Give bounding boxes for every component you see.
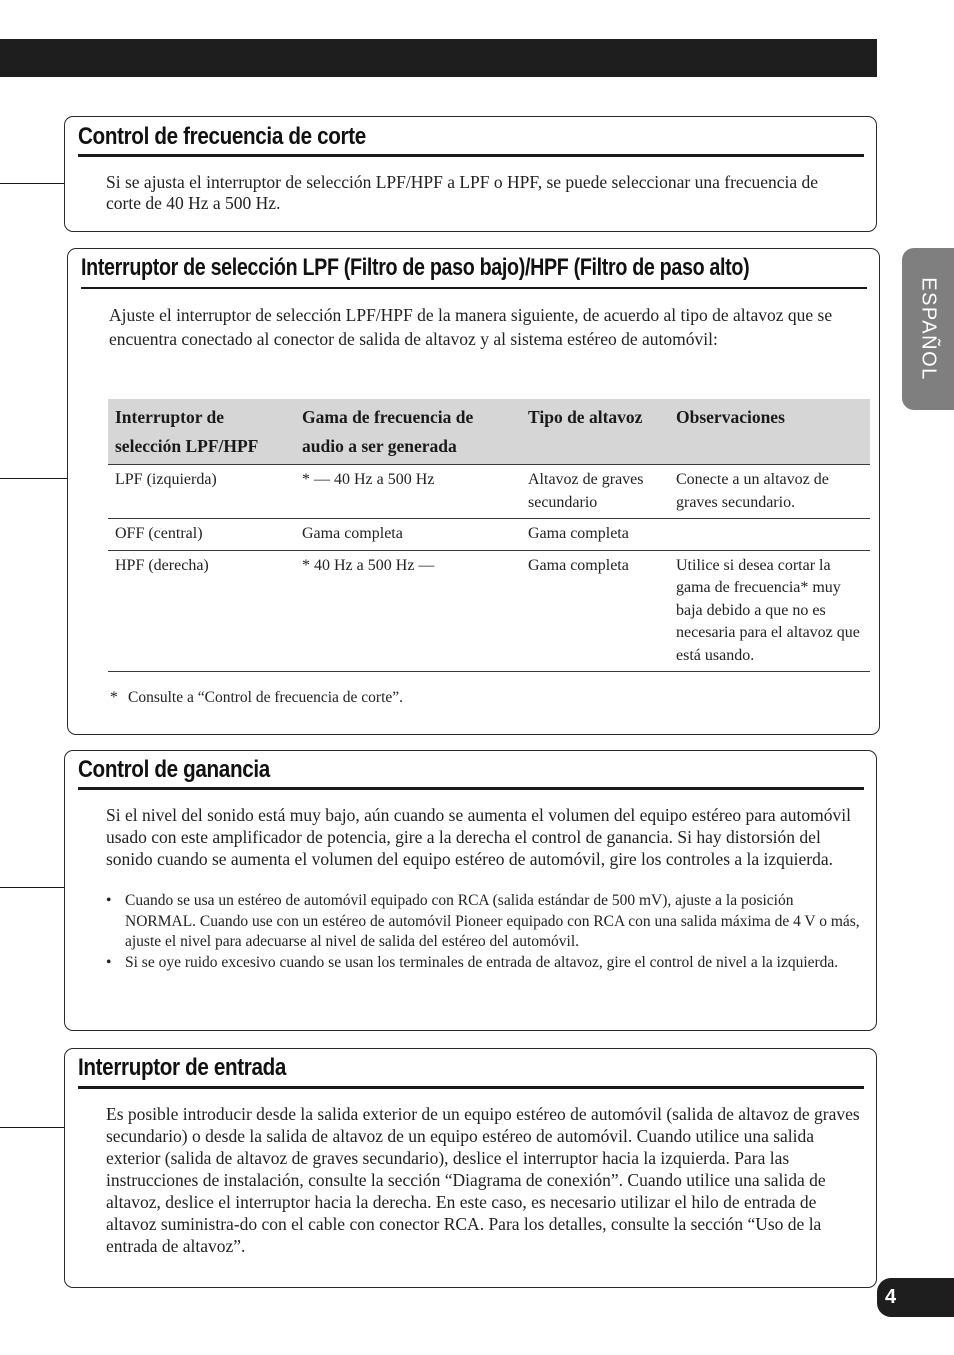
- table-header-cell: Gama de frecuencia de audio a ser generada: [295, 399, 521, 465]
- section-title: Interruptor de selección LPF (Filtro de paso bajo)/HPF (Filtro de paso alto): [81, 254, 750, 281]
- bullet-list: [106, 891, 861, 973]
- table-cell: LPF (izquierda): [108, 465, 295, 519]
- table-header-cell: Observaciones: [669, 399, 870, 465]
- list-item: [106, 953, 861, 974]
- bullet-text: Cuando se usa un estéreo de automóvil equipado con RCA (salida estándar de 500 mV), ajuste a la posición NORMAL. Cuando use con un estéreo de automóvil Pioneer equipado con RCA con una salida máxima de 4 V o más, ajuste el nivel para adecuarse al nivel de salida del estéreo del automóvil.: [125, 892, 860, 950]
- table-cell: [669, 519, 870, 551]
- section-leader-line: [0, 1127, 64, 1128]
- section-gain-control: [64, 750, 877, 1031]
- bullet-text: Si se oye ruido excesivo cuando se usan los terminales de entrada de altavoz, gire el control de nivel a la izquierda.: [125, 953, 839, 971]
- table-cell: Utilice si desea cortar la gama de frecuencia* muy baja debido a que no es necesaria para el altavoz que está usando.: [669, 550, 870, 672]
- section-title: Control de frecuencia de corte: [78, 123, 366, 150]
- language-tab: [902, 248, 954, 410]
- table-row: [108, 465, 870, 519]
- page-number: 4: [877, 1278, 954, 1317]
- table-cell: Conecte a un altavoz de graves secundario.: [669, 465, 870, 519]
- section-title: Interruptor de entrada: [78, 1054, 287, 1081]
- table-cell: Gama completa: [521, 519, 669, 551]
- table-row: [108, 519, 870, 551]
- section-leader-line: [0, 478, 67, 479]
- section-body-text: Si el nivel del sonido está muy bajo, aún cuando se aumenta el volumen del equipo estéreo para automóvil usado con este amplificador de potencia, gire a la derecha el control de ganancia. Si hay distorsión del sonido cuando se aumenta el volumen del equipo estéreo de automóvil, gire los controles a la izquierda.: [106, 805, 852, 869]
- header-bar: [0, 39, 877, 77]
- section-cutoff-frequency: [64, 116, 877, 232]
- title-rule: [78, 1086, 864, 1089]
- table-cell: OFF (central): [108, 519, 295, 551]
- table-header-cell: Tipo de altavoz: [521, 399, 669, 465]
- table-footnote: [110, 689, 403, 707]
- footnote-mark: *: [110, 689, 118, 706]
- footnote-text: Consulte a “Control de frecuencia de corte”.: [128, 689, 404, 706]
- title-rule: [81, 287, 867, 289]
- section-leader-line: [0, 183, 64, 184]
- table-cell: Gama completa: [295, 519, 521, 551]
- section-intro-text: Ajuste el interruptor de selección LPF/HPF de la manera siguiente, de acuerdo al tipo de altavoz que se encuentra conectado al conector de salida de altavoz y al sistema estéreo de automóvil:: [109, 305, 833, 349]
- bullet-mark: •: [106, 953, 112, 971]
- section-body-text: Si se ajusta el interruptor de selección LPF/HPF a LPF o HPF, se puede seleccionar una frecuencia de corte de 40 Hz a 500 Hz.: [106, 172, 819, 213]
- section-leader-line: [0, 887, 64, 888]
- table-header-row: [108, 399, 870, 465]
- table-header-cell: Interruptor de selección LPF/HPF: [108, 399, 295, 465]
- table-cell: * 40 Hz a 500 Hz —: [295, 550, 521, 672]
- table-cell: HPF (derecha): [108, 550, 295, 672]
- title-rule: [78, 787, 864, 790]
- section-body-text: Es posible introducir desde la salida exterior de un equipo estéreo de automóvil (salida de altavoz de graves secundario) o desde la salida de altavoz de un equipo estéreo de automóvil. Cuando utilice una salida exterior (salida de altavoz de graves secundario), deslice el interruptor hacia la izquierda. Para las instrucciones de instalación, consulte la sección “Diagrama de conexión”. Cuando utilice una salida de altavoz, deslice el interruptor hacia la derecha. En este caso, es necesario utilizar el hilo de entrada de altavoz suministra-do con el cable con conector RCA. Para los detalles, consulte la sección “Uso de la entrada de altavoz”.: [106, 1104, 860, 1256]
- lpf-hpf-table: [108, 399, 870, 672]
- section-input-switch: [64, 1048, 877, 1288]
- table-cell: * — 40 Hz a 500 Hz: [295, 465, 521, 519]
- list-item: [106, 891, 861, 953]
- section-title: Control de ganancia: [78, 756, 270, 783]
- table-cell: Gama completa: [521, 550, 669, 672]
- title-rule: [78, 154, 864, 157]
- language-label: ESPAÑOL: [917, 277, 940, 381]
- table-cell: Altavoz de graves secundario: [521, 465, 669, 519]
- bullet-mark: •: [106, 892, 112, 909]
- table-row: [108, 550, 870, 672]
